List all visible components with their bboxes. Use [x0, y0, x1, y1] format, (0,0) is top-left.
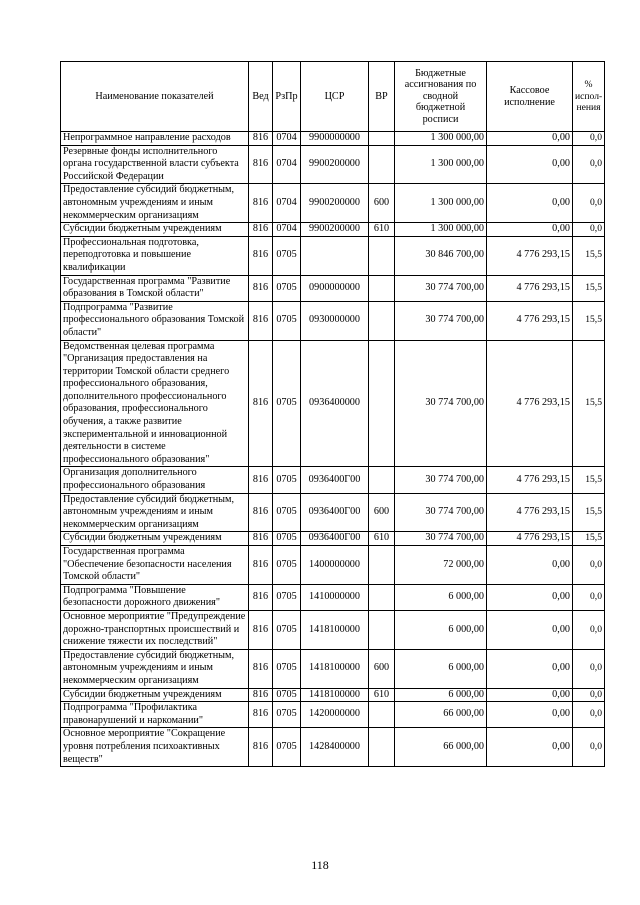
row-cash: 0,00 [487, 584, 573, 610]
row-vr [369, 702, 395, 728]
row-ved: 816 [249, 467, 273, 493]
row-cash: 4 776 293,15 [487, 275, 573, 301]
row-ved: 816 [249, 236, 273, 275]
table-row [61, 275, 605, 301]
row-rzpr: 0705 [273, 546, 301, 585]
row-ved: 816 [249, 728, 273, 767]
row-name: Основное мероприятие "Предупреждение дорожно-транспортных происшествий и снижение тяжести их последствий" [61, 610, 249, 649]
row-ved: 816 [249, 493, 273, 532]
header-rzpr: РзПр [273, 62, 301, 132]
row-budget: 6 000,00 [395, 610, 487, 649]
row-budget: 6 000,00 [395, 688, 487, 702]
row-rzpr: 0704 [273, 132, 301, 146]
table-row [61, 702, 605, 728]
row-vr [369, 467, 395, 493]
table-row [61, 546, 605, 585]
row-cash: 0,00 [487, 184, 573, 223]
row-budget: 30 774 700,00 [395, 467, 487, 493]
row-budget: 30 846 700,00 [395, 236, 487, 275]
row-cash: 0,00 [487, 132, 573, 146]
row-vr: 600 [369, 184, 395, 223]
row-budget: 30 774 700,00 [395, 532, 487, 546]
row-csr: 9900200000 [301, 223, 369, 237]
row-ved: 816 [249, 184, 273, 223]
row-name: Профессиональная подготовка, переподготовка и повышение квалификации [61, 236, 249, 275]
row-rzpr: 0705 [273, 236, 301, 275]
header-name: Наименование показателей [61, 62, 249, 132]
row-ved: 816 [249, 132, 273, 146]
row-percent: 0,0 [573, 649, 605, 688]
table-row [61, 301, 605, 340]
row-percent: 0,0 [573, 688, 605, 702]
row-rzpr: 0704 [273, 223, 301, 237]
row-vr [369, 340, 395, 467]
row-cash: 0,00 [487, 610, 573, 649]
row-percent: 0,0 [573, 184, 605, 223]
row-cash: 4 776 293,15 [487, 532, 573, 546]
row-vr [369, 728, 395, 767]
row-csr: 0936400Г00 [301, 467, 369, 493]
row-name: Резервные фонды исполнительного органа государственной власти субъекта Российской Федерации [61, 145, 249, 184]
row-rzpr: 0704 [273, 184, 301, 223]
row-rzpr: 0705 [273, 702, 301, 728]
row-name: Государственная программа "Развитие образования в Томской области" [61, 275, 249, 301]
row-ved: 816 [249, 532, 273, 546]
row-percent: 15,5 [573, 340, 605, 467]
row-budget: 1 300 000,00 [395, 132, 487, 146]
row-rzpr: 0705 [273, 301, 301, 340]
row-percent: 0,0 [573, 610, 605, 649]
table-row [61, 223, 605, 237]
row-csr: 0936400Г00 [301, 532, 369, 546]
row-csr: 0936400Г00 [301, 493, 369, 532]
row-csr: 0936400000 [301, 340, 369, 467]
row-cash: 0,00 [487, 546, 573, 585]
page-number: 118 [311, 858, 329, 872]
row-vr: 600 [369, 649, 395, 688]
row-name: Предоставление субсидий бюджетным, автономным учреждениям и иным некоммерческим организациям [61, 184, 249, 223]
row-rzpr: 0705 [273, 493, 301, 532]
row-rzpr: 0705 [273, 728, 301, 767]
row-budget: 72 000,00 [395, 546, 487, 585]
row-cash: 4 776 293,15 [487, 236, 573, 275]
row-csr: 0900000000 [301, 275, 369, 301]
header-percent: % испол-нения [573, 62, 605, 132]
table-row [61, 184, 605, 223]
row-rzpr: 0705 [273, 532, 301, 546]
table-row [61, 467, 605, 493]
row-name: Подпрограмма "Профилактика правонарушений и наркомании" [61, 702, 249, 728]
row-ved: 816 [249, 145, 273, 184]
row-vr [369, 132, 395, 146]
row-rzpr: 0705 [273, 610, 301, 649]
row-vr [369, 275, 395, 301]
row-rzpr: 0705 [273, 340, 301, 467]
header-ved: Вед [249, 62, 273, 132]
row-budget: 30 774 700,00 [395, 275, 487, 301]
row-name: Предоставление субсидий бюджетным, автономным учреждениям и иным некоммерческим организациям [61, 493, 249, 532]
header-csr: ЦСР [301, 62, 369, 132]
row-name: Непрограммное направление расходов [61, 132, 249, 146]
row-percent: 0,0 [573, 584, 605, 610]
row-vr [369, 546, 395, 585]
row-budget: 1 300 000,00 [395, 145, 487, 184]
row-vr [369, 610, 395, 649]
row-budget: 66 000,00 [395, 702, 487, 728]
row-ved: 816 [249, 275, 273, 301]
table-row [61, 145, 605, 184]
row-name: Подпрограмма "Повышение безопасности дорожного движения" [61, 584, 249, 610]
row-csr: 1418100000 [301, 610, 369, 649]
row-cash: 0,00 [487, 728, 573, 767]
row-budget: 1 300 000,00 [395, 223, 487, 237]
table-row [61, 728, 605, 767]
row-vr: 610 [369, 688, 395, 702]
row-name: Ведомственная целевая программа "Организация предоставления на территории Томской области среднего профессионального образования, дополнительного профессионального образования, профессионального обучения, а также развитие экспериментальной и инновационной деятельности в системе профессионального образования" [61, 340, 249, 467]
table-row [61, 532, 605, 546]
row-budget: 30 774 700,00 [395, 493, 487, 532]
row-budget: 66 000,00 [395, 728, 487, 767]
row-vr: 600 [369, 493, 395, 532]
row-percent: 0,0 [573, 145, 605, 184]
row-ved: 816 [249, 649, 273, 688]
row-budget: 6 000,00 [395, 649, 487, 688]
row-name: Субсидии бюджетным учреждениям [61, 223, 249, 237]
row-percent: 15,5 [573, 467, 605, 493]
row-csr: 1410000000 [301, 584, 369, 610]
row-cash: 4 776 293,15 [487, 493, 573, 532]
row-budget: 30 774 700,00 [395, 301, 487, 340]
row-vr [369, 236, 395, 275]
row-cash: 4 776 293,15 [487, 467, 573, 493]
row-percent: 0,0 [573, 132, 605, 146]
row-cash: 4 776 293,15 [487, 340, 573, 467]
table-row [61, 236, 605, 275]
row-ved: 816 [249, 546, 273, 585]
row-percent: 0,0 [573, 546, 605, 585]
budget-table [60, 61, 605, 767]
row-csr: 9900200000 [301, 184, 369, 223]
row-csr: 9900200000 [301, 145, 369, 184]
row-name: Основное мероприятие "Сокращение уровня потребления психоактивных веществ" [61, 728, 249, 767]
row-percent: 15,5 [573, 532, 605, 546]
row-cash: 0,00 [487, 223, 573, 237]
row-cash: 0,00 [487, 702, 573, 728]
row-vr [369, 584, 395, 610]
header-vr: ВР [369, 62, 395, 132]
row-rzpr: 0705 [273, 275, 301, 301]
row-ved: 816 [249, 702, 273, 728]
row-rzpr: 0705 [273, 584, 301, 610]
row-ved: 816 [249, 340, 273, 467]
row-vr: 610 [369, 223, 395, 237]
row-csr: 1418100000 [301, 688, 369, 702]
row-vr [369, 301, 395, 340]
table-row [61, 493, 605, 532]
row-rzpr: 0705 [273, 467, 301, 493]
row-percent: 15,5 [573, 301, 605, 340]
row-budget: 30 774 700,00 [395, 340, 487, 467]
row-ved: 816 [249, 610, 273, 649]
table-row [61, 584, 605, 610]
row-percent: 0,0 [573, 728, 605, 767]
header-row [61, 62, 605, 132]
table-row [61, 132, 605, 146]
row-budget: 1 300 000,00 [395, 184, 487, 223]
row-ved: 816 [249, 688, 273, 702]
row-percent: 15,5 [573, 236, 605, 275]
row-name: Субсидии бюджетным учреждениям [61, 688, 249, 702]
header-budget: Бюджетные ассигнования по сводной бюджетной росписи [395, 62, 487, 132]
row-csr: 1418100000 [301, 649, 369, 688]
row-csr: 1400000000 [301, 546, 369, 585]
row-name: Субсидии бюджетным учреждениям [61, 532, 249, 546]
row-csr: 0930000000 [301, 301, 369, 340]
row-name: Предоставление субсидий бюджетным, автономным учреждениям и иным некоммерческим организациям [61, 649, 249, 688]
row-cash: 4 776 293,15 [487, 301, 573, 340]
row-csr: 9900000000 [301, 132, 369, 146]
table-row [61, 688, 605, 702]
row-name: Государственная программа "Обеспечение безопасности населения Томской области" [61, 546, 249, 585]
row-ved: 816 [249, 584, 273, 610]
row-cash: 0,00 [487, 649, 573, 688]
row-percent: 15,5 [573, 493, 605, 532]
row-name: Организация дополнительного профессионального образования [61, 467, 249, 493]
table-row [61, 340, 605, 467]
row-percent: 0,0 [573, 702, 605, 728]
row-cash: 0,00 [487, 688, 573, 702]
row-rzpr: 0705 [273, 688, 301, 702]
table-row [61, 610, 605, 649]
row-percent: 0,0 [573, 223, 605, 237]
row-name: Подпрограмма "Развитие профессионального образования Томской области" [61, 301, 249, 340]
table-row [61, 649, 605, 688]
row-csr: 1428400000 [301, 728, 369, 767]
row-rzpr: 0705 [273, 649, 301, 688]
row-budget: 6 000,00 [395, 584, 487, 610]
row-ved: 816 [249, 223, 273, 237]
row-cash: 0,00 [487, 145, 573, 184]
row-rzpr: 0704 [273, 145, 301, 184]
row-vr: 610 [369, 532, 395, 546]
row-csr: 1420000000 [301, 702, 369, 728]
row-percent: 15,5 [573, 275, 605, 301]
row-csr [301, 236, 369, 275]
row-ved: 816 [249, 301, 273, 340]
header-cash: Кассовое исполнение [487, 62, 573, 132]
row-vr [369, 145, 395, 184]
